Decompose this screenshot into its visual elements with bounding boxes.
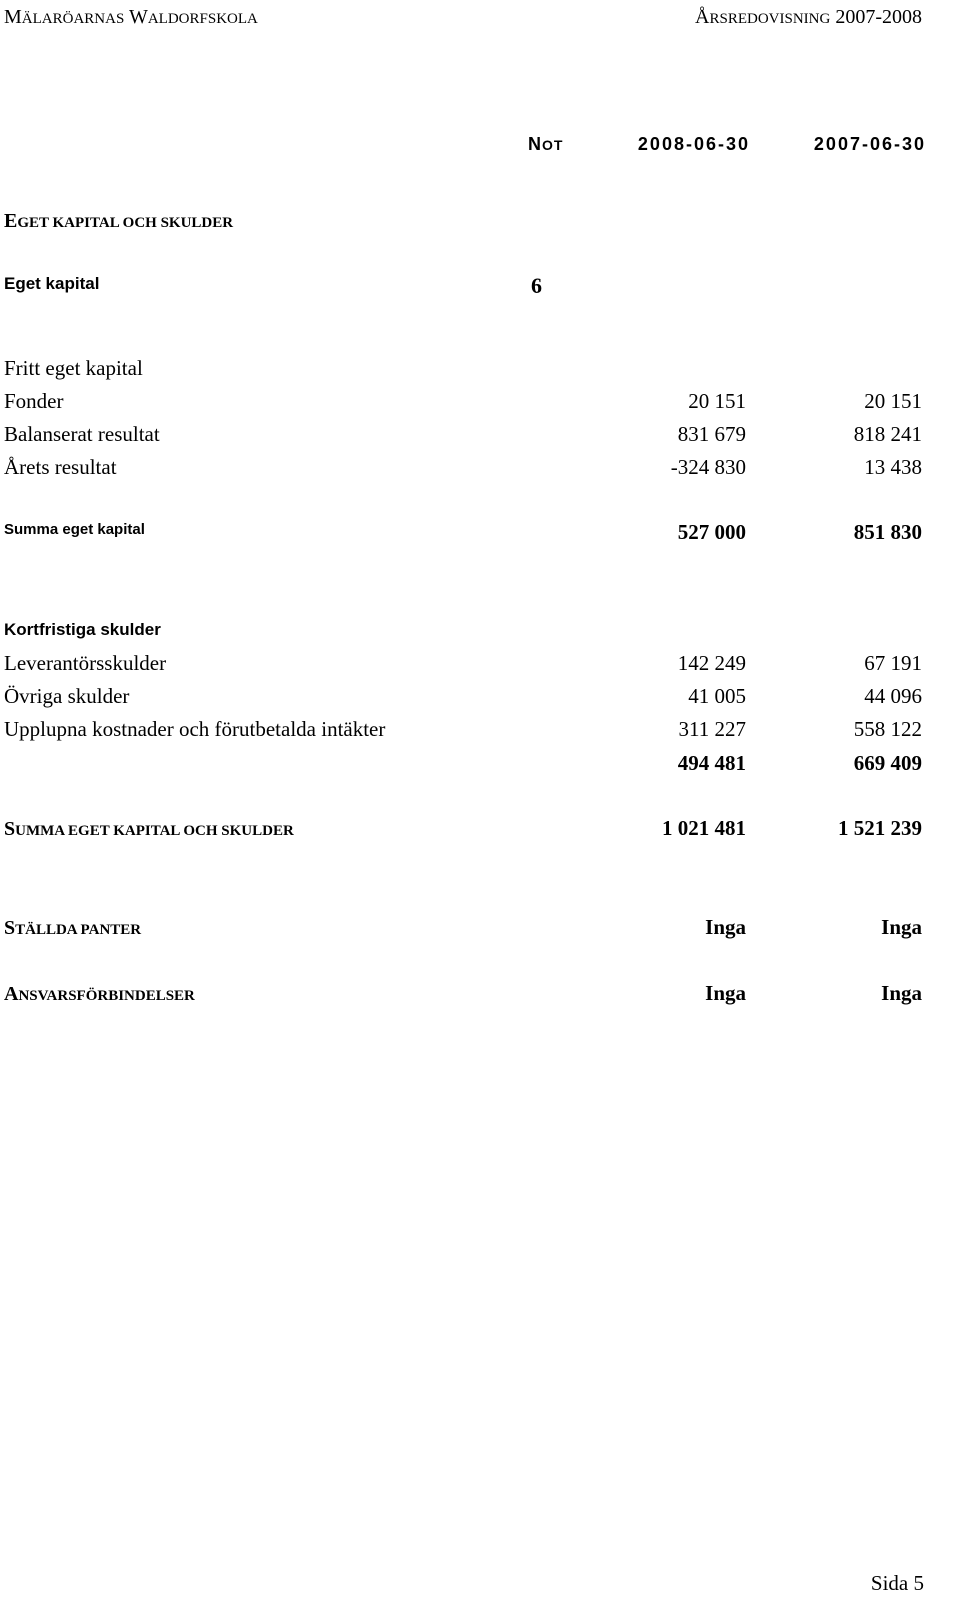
liabilities-total-2007: 669 409: [853, 751, 922, 775]
school-name-second-rest: ALDORFSKOLA: [147, 11, 258, 27]
contingent-liabilities-label-rest: NSVARSFÖRBINDELSER: [18, 988, 195, 1004]
school-name-initial: M: [4, 6, 22, 28]
contingent-liabilities-label: [4, 983, 195, 1006]
equity-row-value-2007: 13 438: [864, 455, 922, 479]
grand-total-label-initial: S: [4, 818, 16, 840]
equity-total-2008: 527 000: [677, 520, 746, 544]
note-column-header: [528, 134, 563, 155]
equity-row-value-2007: 818 241: [853, 422, 922, 446]
equity-heading: Eget kapital: [4, 274, 100, 293]
equity-row-value-2007: 20 151: [864, 389, 922, 413]
school-name-rest: ÄLARÖARNAS: [21, 11, 125, 27]
equity-note-number: 6: [531, 273, 542, 298]
contingent-liabilities-2007: Inga: [881, 981, 922, 1005]
equity-row-value-2008: 20 151: [688, 389, 746, 413]
report-years: 2007-2008: [835, 6, 922, 28]
liabilities-row-label: Övriga skulder: [4, 684, 130, 708]
contingent-liabilities-2008: Inga: [705, 981, 746, 1005]
liabilities-row-value-2007: 558 122: [853, 717, 922, 741]
pledges-2008: Inga: [705, 915, 746, 939]
liabilities-row-value-2008: 142 249: [677, 651, 746, 675]
section-title-rest: GET KAPITAL OCH SKULDER: [17, 215, 234, 231]
grand-total-label-rest: UMMA EGET KAPITAL OCH SKULDER: [15, 823, 294, 839]
school-name: [4, 6, 258, 29]
column-header-2008: 2008-06-30: [637, 134, 750, 154]
equity-row-value-2008: -324 830: [670, 455, 746, 479]
page-number: Sida 5: [870, 1571, 924, 1595]
equity-total-2007: 851 830: [853, 520, 922, 544]
school-name-second-initial: W: [128, 6, 148, 28]
section-title: [4, 210, 233, 233]
grand-total-2007: 1 521 239: [838, 816, 922, 840]
section-title-initial: E: [4, 210, 18, 232]
liabilities-row-label: Upplupna kostnader och förutbetalda intäkter: [4, 717, 386, 741]
liabilities-row-value-2007: 44 096: [864, 684, 922, 708]
equity-row-label: Årets resultat: [4, 455, 117, 479]
equity-row-value-2008: 831 679: [677, 422, 746, 446]
pledges-label: [4, 917, 141, 940]
report-title-initial: Å: [695, 6, 710, 28]
equity-subheading: Fritt eget kapital: [4, 356, 143, 380]
pledges-2007: Inga: [881, 915, 922, 939]
equity-row-label: Fonder: [4, 389, 64, 413]
pledges-label-initial: S: [4, 917, 16, 939]
liabilities-row-label: Leverantörsskulder: [4, 651, 167, 675]
note-column-header-initial: N: [528, 134, 542, 154]
pledges-label-rest: TÄLLDA PANTER: [15, 922, 142, 938]
contingent-liabilities-label-initial: A: [4, 983, 19, 1005]
liabilities-total-2008: 494 481: [677, 751, 746, 775]
equity-total-label: Summa eget kapital: [4, 521, 145, 538]
report-title: [695, 6, 922, 29]
report-title-rest: RSREDOVISNING: [709, 11, 831, 27]
liabilities-row-value-2007: 67 191: [864, 651, 922, 675]
liabilities-heading: Kortfristiga skulder: [4, 620, 161, 639]
column-header-2007: 2007-06-30: [813, 134, 926, 154]
liabilities-row-value-2008: 311 227: [678, 717, 746, 741]
equity-row-label: Balanserat resultat: [4, 422, 160, 446]
grand-total-2008: 1 021 481: [662, 816, 746, 840]
note-column-header-rest: OT: [542, 137, 564, 153]
liabilities-row-value-2008: 41 005: [688, 684, 746, 708]
grand-total-label: [4, 818, 294, 841]
